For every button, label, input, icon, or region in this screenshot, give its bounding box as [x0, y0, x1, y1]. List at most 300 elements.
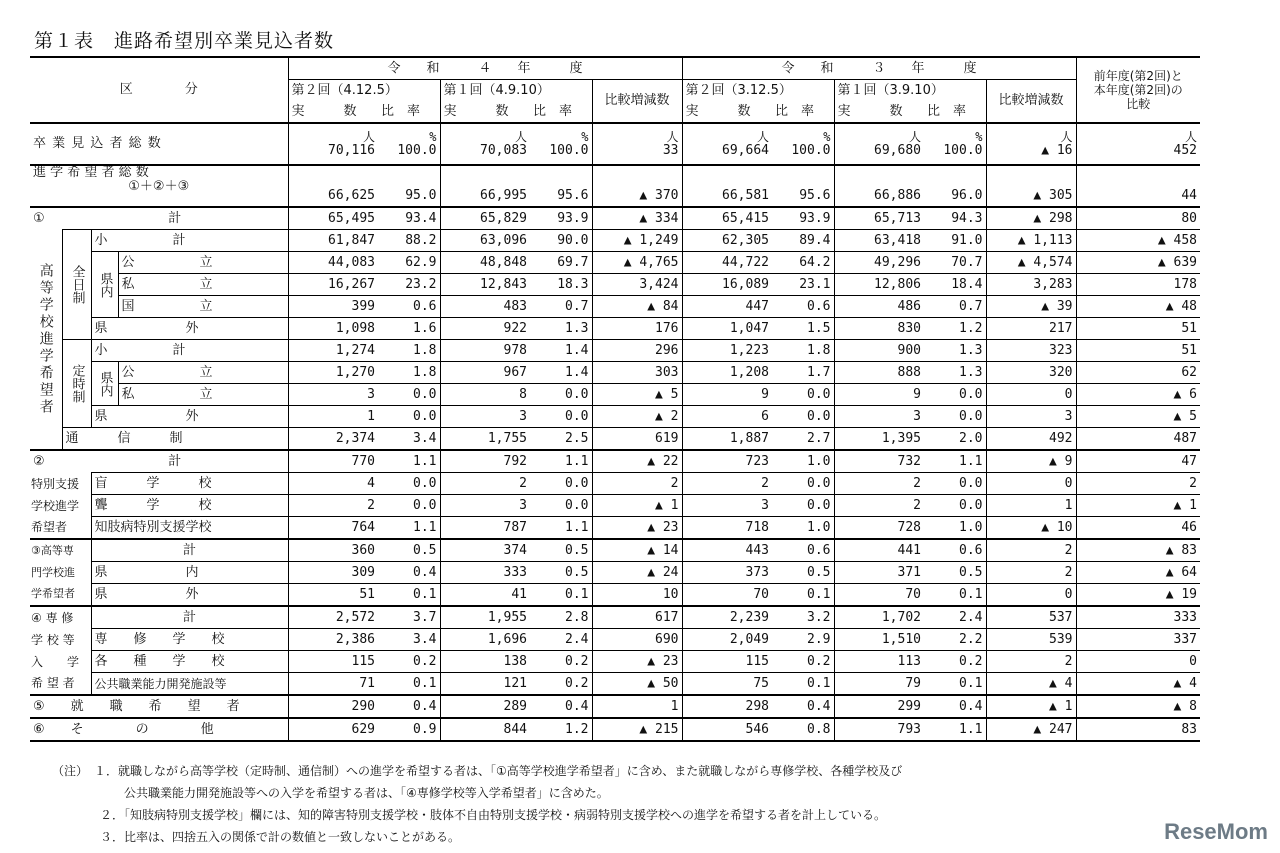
value-cell: 80 — [1181, 210, 1197, 226]
data-table — [30, 56, 1200, 742]
value-cell: 337 — [1076, 629, 1200, 651]
value-cell: ▲ 247 — [986, 718, 1076, 741]
value-cell: 2,049 — [682, 629, 772, 651]
value-cell: 51 — [288, 584, 378, 607]
value-cell: 0.4 — [378, 695, 440, 718]
value-cell: ▲ 39 — [986, 296, 1076, 318]
value-cell: 61,847 — [288, 230, 378, 252]
value-cell: 486 — [834, 296, 924, 318]
value-cell: 2.0 — [924, 428, 986, 451]
value-cell: 967 — [440, 362, 530, 384]
value-cell: ▲ 22 — [592, 450, 682, 473]
value-cell: ▲ 4 — [1076, 673, 1200, 696]
table-row — [30, 473, 1200, 495]
value-cell: 0.0 — [378, 473, 440, 495]
value-cell — [924, 123, 986, 165]
value-cell: 3,283 — [986, 274, 1076, 296]
value-text: ▲ 16 — [1041, 143, 1073, 158]
value-cell: 333 — [440, 562, 530, 584]
value-cell: 1 — [288, 406, 378, 428]
value-cell — [986, 123, 1076, 165]
r4-diff-header: 比較増減数 — [592, 80, 682, 124]
value-cell: 619 — [592, 428, 682, 451]
value-cell: 617 — [592, 606, 682, 629]
value-cell: 1.1 — [530, 450, 592, 473]
table-row — [30, 207, 1200, 230]
value-cell: 1,696 — [440, 629, 530, 651]
row-label: 通 信 制 — [62, 428, 288, 451]
value-cell: 0.2 — [530, 673, 592, 696]
value-cell: 138 — [440, 651, 530, 673]
r3-diff-header: 比較増減数 — [986, 80, 1076, 124]
footnotes — [52, 760, 902, 848]
value-cell: 3.2 — [772, 606, 834, 629]
table-row — [30, 384, 1200, 406]
value-cell: 3.4 — [378, 629, 440, 651]
value-cell: ▲ 64 — [1076, 562, 1200, 584]
value-cell: 1.1 — [378, 517, 440, 540]
row-label-sub: ①＋②＋③ — [128, 179, 190, 194]
unit-label: 人 — [908, 130, 921, 144]
value-text: 100.0 — [943, 143, 983, 158]
value-cell: 303 — [592, 362, 682, 384]
value-cell: 787 — [440, 517, 530, 540]
table-row — [30, 296, 1200, 318]
value-text: 70,116 — [328, 143, 375, 158]
unit-label: 人 — [756, 130, 769, 144]
value-cell: ▲ 4,574 — [986, 252, 1076, 274]
value-text: 100.0 — [549, 143, 589, 158]
value-cell: 1.8 — [772, 340, 834, 362]
table-row — [30, 495, 1200, 517]
value-cell: ▲ 4,765 — [592, 252, 682, 274]
value-cell: 2,386 — [288, 629, 378, 651]
value-cell: 44 — [1181, 188, 1197, 203]
value-cell: 844 — [503, 721, 527, 737]
value-cell: 0.0 — [772, 473, 834, 495]
value-cell: ▲ 639 — [1076, 252, 1200, 274]
value-cell — [530, 123, 592, 165]
table-row — [30, 428, 1200, 451]
value-cell — [834, 123, 924, 165]
row-label: 国 立 — [118, 296, 288, 318]
value-cell: 0.2 — [772, 651, 834, 673]
value-cell: 728 — [834, 517, 924, 540]
row-label: 公共職業能力開発施設等 — [91, 673, 288, 696]
value-cell: 66,886 — [874, 188, 921, 203]
value-cell: 0.6 — [924, 539, 986, 562]
value-cell: 374 — [503, 542, 527, 558]
value-cell: ▲ 215 — [592, 718, 682, 741]
value-cell: 2 — [834, 495, 924, 517]
table-row — [30, 562, 1200, 584]
value-cell: 18.4 — [924, 274, 986, 296]
value-cell: 922 — [440, 318, 530, 340]
table-row — [30, 252, 1200, 274]
table-row — [30, 318, 1200, 340]
row-label: 県 外 — [91, 584, 288, 607]
value-cell: 1.5 — [772, 318, 834, 340]
value-cell: ▲ 9 — [986, 450, 1076, 473]
value-cell: 900 — [834, 340, 924, 362]
value-cell: 65,415 — [722, 210, 769, 226]
unit-label: % — [975, 130, 983, 144]
group-label-kennai: 県内 — [91, 252, 118, 318]
table-row — [30, 539, 1200, 562]
value-cell: 546 — [745, 721, 769, 737]
group-marker: ② — [33, 453, 45, 469]
value-cell: 0.0 — [530, 384, 592, 406]
row-label: 聾 学 校 — [91, 495, 288, 517]
group-label-teiji: 定時制 — [62, 340, 91, 428]
value-cell: 978 — [440, 340, 530, 362]
value-cell: 0.1 — [924, 673, 986, 696]
value-cell: 65,713 — [874, 210, 921, 226]
group-label-senmon: 門学校進 — [30, 562, 91, 584]
value-cell: 70 — [682, 584, 772, 607]
r3-2nd-header: 第２回（3.12.5） — [682, 80, 834, 102]
value-cell: 0.7 — [924, 296, 986, 318]
row-label: 県 外 — [91, 406, 288, 428]
hiritsu-header: 比 率 — [378, 101, 440, 123]
value-cell: 309 — [288, 562, 378, 584]
value-cell: 2 — [440, 473, 530, 495]
value-cell: 0.5 — [924, 562, 986, 584]
value-cell: 289 — [503, 698, 527, 714]
value-cell: 3 — [986, 406, 1076, 428]
footnote-1: （注） １．就職しながら高等学校（定時制、通信制）への進学を希望する者は、「①高等学校進学希望者」に含め、また就職しながら専修学校、各種学校及び — [52, 764, 903, 778]
value-cell: 1.3 — [530, 318, 592, 340]
value-cell: 0.0 — [772, 406, 834, 428]
r3-header: 令 和 ３ 年 度 — [682, 57, 1076, 80]
table-row — [30, 718, 1200, 741]
jitsu-header: 実 数 — [440, 101, 530, 123]
value-cell: 0.6 — [378, 296, 440, 318]
comparison-header-line2: 本年度(第2回)の — [1093, 83, 1183, 97]
value-cell: 71 — [288, 673, 378, 696]
value-cell: 95.0 — [378, 165, 440, 207]
value-cell: 1.3 — [924, 362, 986, 384]
value-cell: 1.1 — [924, 718, 986, 741]
comparison-header-line1: 前年度(第2回)と — [1093, 69, 1183, 83]
value-cell: 296 — [592, 340, 682, 362]
value-cell: 3 — [682, 495, 772, 517]
value-cell: 0.5 — [530, 539, 592, 562]
value-cell: 1.8 — [378, 362, 440, 384]
value-cell: 65,829 — [480, 210, 527, 226]
value-cell: 1.2 — [530, 718, 592, 741]
row-label — [30, 165, 288, 207]
value-cell: 1.6 — [378, 318, 440, 340]
value-cell: 1.0 — [772, 450, 834, 473]
value-cell: 723 — [745, 453, 769, 469]
value-cell: 629 — [351, 721, 375, 737]
value-cell: 95.6 — [530, 165, 592, 207]
row-label: 私 立 — [118, 274, 288, 296]
value-cell: ▲ 19 — [1076, 584, 1200, 607]
value-cell: 217 — [986, 318, 1076, 340]
value-cell: 2.9 — [772, 629, 834, 651]
value-cell — [592, 123, 682, 165]
group-label-tokubetsu: 特別支援 — [30, 473, 91, 495]
value-cell: 2.4 — [530, 629, 592, 651]
footnote-2: ２．「知肢病特別支援学校」欄には、知的障害特別支援学校・肢体不自由特別支援学校・病弱特別支援学校への進学を希望する者を計上している。 — [52, 808, 887, 822]
table-row — [30, 651, 1200, 673]
value-cell: 0.0 — [378, 495, 440, 517]
row-label: 県 外 — [91, 318, 288, 340]
unit-label: 人 — [362, 130, 375, 144]
value-text: 70,083 — [480, 143, 527, 158]
value-cell: 51 — [1076, 340, 1200, 362]
row-label: 計 — [62, 207, 288, 230]
value-cell: 539 — [986, 629, 1076, 651]
value-cell: 41 — [440, 584, 530, 607]
value-cell: 732 — [897, 453, 921, 469]
value-cell: 0.0 — [772, 384, 834, 406]
value-cell: ▲ 1 — [592, 495, 682, 517]
value-cell: ▲ 8 — [1173, 698, 1197, 714]
table-row — [30, 584, 1200, 607]
resemom-logo: ReseMom — [1164, 819, 1268, 844]
value-cell: ▲ 1 — [986, 695, 1076, 718]
value-cell: 70 — [834, 584, 924, 607]
value-cell: 69.7 — [530, 252, 592, 274]
group-label-tokubetsu: 学校進学 — [30, 495, 91, 517]
value-cell: 2 — [682, 473, 772, 495]
value-cell: 690 — [592, 629, 682, 651]
value-cell: 0.0 — [924, 495, 986, 517]
header-row-1 — [30, 57, 1200, 80]
value-cell: 70.7 — [924, 252, 986, 274]
value-cell: 1.1 — [530, 517, 592, 540]
value-cell: 23.1 — [772, 274, 834, 296]
value-cell: 1.0 — [772, 517, 834, 540]
value-cell: 1,702 — [881, 609, 921, 625]
value-cell: 0.0 — [772, 495, 834, 517]
value-cell: 2 — [288, 495, 378, 517]
value-cell: 2 — [986, 539, 1076, 562]
table-row — [30, 165, 1200, 207]
value-text: 100.0 — [397, 143, 437, 158]
group-label-senshu: 希 望 者 — [30, 673, 91, 696]
value-cell: 96.0 — [924, 165, 986, 207]
r4-header: 令 和 ４ 年 度 — [288, 57, 682, 80]
value-cell: 0.0 — [924, 384, 986, 406]
value-text: 33 — [662, 143, 679, 158]
footnote-1-cont: 公共職業能力開発施設等への入学を希望する者は、「④専修学校等入学希望者」に含めた。 — [52, 786, 609, 800]
value-cell: 63,096 — [440, 230, 530, 252]
value-cell: 0.8 — [772, 718, 834, 741]
value-cell: 298 — [745, 698, 769, 714]
table-row — [30, 406, 1200, 428]
value-cell: 3 — [288, 384, 378, 406]
value-cell: 0.1 — [772, 673, 834, 696]
value-cell: 6 — [682, 406, 772, 428]
value-cell: 1,270 — [288, 362, 378, 384]
value-cell: 9 — [834, 384, 924, 406]
unit-label: % — [429, 130, 437, 144]
row-label: 計 — [91, 606, 288, 629]
value-cell: 0 — [986, 584, 1076, 607]
value-cell: 94.3 — [924, 207, 986, 230]
value-cell: 66,625 — [328, 188, 375, 203]
value-cell: ▲ 14 — [592, 539, 682, 562]
value-cell: 63,418 — [834, 230, 924, 252]
unit-label: 人 — [514, 130, 527, 144]
value-cell: 2 — [1076, 473, 1200, 495]
value-text: 100.0 — [791, 143, 831, 158]
value-cell: 3 — [440, 495, 530, 517]
table-row — [30, 274, 1200, 296]
group-label-senmon: 学希望者 — [30, 584, 91, 607]
value-cell: 62,305 — [682, 230, 772, 252]
value-cell: 0.6 — [772, 539, 834, 562]
value-cell: 299 — [897, 698, 921, 714]
jitsu-header: 実 数 — [682, 101, 772, 123]
value-cell: 2,239 — [729, 609, 769, 625]
value-cell: 2,572 — [335, 609, 375, 625]
value-cell: 792 — [503, 453, 527, 469]
value-cell: 16,089 — [682, 274, 772, 296]
value-cell: ▲ 23 — [592, 517, 682, 540]
value-cell: ▲ 305 — [986, 165, 1076, 207]
value-cell: 3.4 — [378, 428, 440, 451]
value-cell: 373 — [682, 562, 772, 584]
value-cell: 0.0 — [530, 495, 592, 517]
value-cell: 88.2 — [378, 230, 440, 252]
table-row — [30, 362, 1200, 384]
value-cell: 0.7 — [530, 296, 592, 318]
group-label-koto: 高等学校進学希望者 — [30, 230, 62, 451]
value-cell: ▲ 23 — [592, 651, 682, 673]
value-cell: 2.2 — [924, 629, 986, 651]
value-cell: 1,755 — [440, 428, 530, 451]
value-cell: 1 — [592, 695, 682, 718]
row-label: 私 立 — [118, 384, 288, 406]
row-label: 小 計 — [91, 230, 288, 252]
value-cell: 333 — [1173, 609, 1197, 625]
value-cell: 0.1 — [772, 584, 834, 607]
row-label: ⑤ 就 職 希 望 者 — [30, 695, 288, 718]
value-cell: 487 — [1076, 428, 1200, 451]
value-cell: 443 — [745, 542, 769, 558]
value-cell: 89.4 — [772, 230, 834, 252]
value-cell: ▲ 24 — [592, 562, 682, 584]
value-cell: 447 — [682, 296, 772, 318]
value-cell: 0.9 — [378, 718, 440, 741]
value-cell: 320 — [986, 362, 1076, 384]
value-cell: 0.1 — [530, 584, 592, 607]
footnote-3: ３．比率は、四捨五入の関係で計の数値と一致しないことがある。 — [52, 830, 461, 844]
value-cell: 0.0 — [924, 406, 986, 428]
value-cell: 1,274 — [288, 340, 378, 362]
value-cell: 23.2 — [378, 274, 440, 296]
value-cell: 75 — [682, 673, 772, 696]
value-cell: 2.4 — [924, 606, 986, 629]
value-cell: ▲ 370 — [592, 165, 682, 207]
value-cell: 18.3 — [530, 274, 592, 296]
value-cell: 93.9 — [772, 207, 834, 230]
value-cell: ▲ 458 — [1076, 230, 1200, 252]
value-cell: 93.4 — [378, 207, 440, 230]
row-label: 知肢病特別支援学校 — [91, 517, 288, 540]
row-label: 卒 業 見 込 者 総 数 — [30, 123, 288, 165]
value-cell: 2 — [592, 473, 682, 495]
value-cell: 83 — [1181, 721, 1197, 737]
value-cell: 0.0 — [378, 384, 440, 406]
hiritsu-header: 比 率 — [924, 101, 986, 123]
value-cell: 1,098 — [288, 318, 378, 340]
row-label: 盲 学 校 — [91, 473, 288, 495]
value-cell: 95.6 — [772, 165, 834, 207]
value-cell: 3 — [834, 406, 924, 428]
value-cell: 46 — [1076, 517, 1200, 540]
value-text: 452 — [1173, 143, 1197, 158]
value-cell: 0.4 — [924, 695, 986, 718]
value-cell — [772, 123, 834, 165]
value-cell: 2,374 — [288, 428, 378, 451]
value-cell: 0.0 — [530, 406, 592, 428]
table-row — [30, 629, 1200, 651]
r3-1st-header: 第１回（3.9.10） — [834, 80, 986, 102]
value-cell: 1.1 — [378, 450, 440, 473]
value-cell: 65,495 — [328, 210, 375, 226]
value-cell: 0.0 — [378, 406, 440, 428]
value-cell — [288, 123, 378, 165]
value-cell: 44,083 — [288, 252, 378, 274]
value-cell: 0 — [986, 473, 1076, 495]
value-cell: 1.8 — [378, 340, 440, 362]
value-cell: 0 — [1076, 651, 1200, 673]
value-cell: 1.2 — [924, 318, 986, 340]
value-cell: 2.7 — [772, 428, 834, 451]
unit-label: 人 — [1184, 130, 1197, 144]
value-cell: 1,510 — [834, 629, 924, 651]
row-label: 各 種 学 校 — [91, 651, 288, 673]
value-cell: 62.9 — [378, 252, 440, 274]
value-cell: 0.4 — [530, 695, 592, 718]
value-cell: ▲ 48 — [1076, 296, 1200, 318]
value-cell: 399 — [288, 296, 378, 318]
group-label-zennichi: 全日制 — [62, 230, 91, 340]
value-cell: 1.3 — [924, 340, 986, 362]
table-row — [30, 606, 1200, 629]
value-cell: 770 — [351, 453, 375, 469]
value-cell: 1.0 — [924, 517, 986, 540]
comparison-header-line3: 比較 — [1126, 97, 1151, 111]
row-label: 公 立 — [118, 252, 288, 274]
value-cell: 764 — [288, 517, 378, 540]
table-row — [30, 517, 1200, 540]
value-cell: 0.2 — [924, 651, 986, 673]
hiritsu-header: 比 率 — [772, 101, 834, 123]
group-label-senmon: ③高等専 — [30, 539, 91, 562]
value-cell: 1,955 — [487, 609, 527, 625]
value-cell: 2.8 — [530, 606, 592, 629]
value-cell: 0.1 — [924, 584, 986, 607]
value-cell: ▲ 83 — [1165, 542, 1197, 558]
value-cell: 115 — [682, 651, 772, 673]
value-cell: 44,722 — [682, 252, 772, 274]
value-cell: 323 — [986, 340, 1076, 362]
row-label: 県 内 — [91, 562, 288, 584]
jitsu-header: 実 数 — [834, 101, 924, 123]
value-cell: ▲ 298 — [986, 207, 1076, 230]
value-cell: ▲ 5 — [592, 384, 682, 406]
value-cell: 360 — [351, 542, 375, 558]
value-cell: 47 — [1181, 453, 1197, 469]
value-cell: 793 — [897, 721, 921, 737]
